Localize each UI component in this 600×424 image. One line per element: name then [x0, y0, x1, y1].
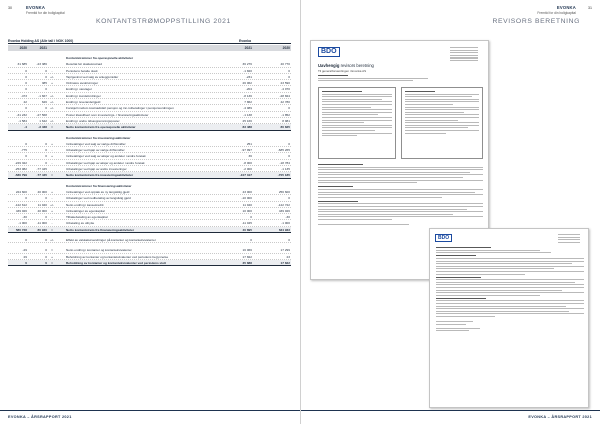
cell-c5: Beholdning av kontanter og kontantekvivalenter ved periodens slutt: [66, 260, 167, 265]
cell-c3: +/-: [50, 100, 54, 105]
report-page2-lines: [436, 247, 584, 333]
cell-c1: -30: [22, 215, 27, 220]
cell-c1: 0: [25, 81, 27, 86]
cell-c2: 0: [45, 74, 47, 79]
page-title: KONTANTSTRØMOPPSTILLING 2021: [96, 18, 231, 25]
cell-c2: -77 445: [36, 173, 47, 178]
cell-c6: 251: [246, 141, 252, 146]
cell-c6: -2 000: [243, 167, 252, 172]
cell-c1: 0: [25, 260, 27, 265]
cell-c7: 0: [288, 141, 290, 146]
report-body-lines: [318, 164, 483, 227]
cell-c2: 0: [45, 260, 47, 265]
cell-c5: Resultat før skattekostnad: [66, 62, 102, 67]
company-label-row: [8, 39, 291, 44]
cell-c7: -18 784: [279, 160, 290, 165]
cell-c2: 0: [45, 215, 47, 220]
left-footer: [0, 410, 300, 424]
cell-c3: -: [51, 160, 53, 165]
cell-c7: 42 780: [280, 100, 290, 105]
cell-c3: +/-: [50, 238, 54, 243]
cell-c5: Poster klassifisert som investerings- / finansieringsaktiviteter: [66, 112, 149, 117]
cell-c3: +: [51, 141, 53, 146]
cell-c4: [56, 86, 63, 91]
cell-c7: -1 000: [281, 221, 290, 226]
cell-c5: Utbetalinger ved kjøp av aksjer og andeler i andre foretak: [66, 160, 145, 165]
cell-c1: -29: [22, 248, 27, 253]
cell-c2: -27 568: [36, 112, 47, 117]
cell-c6: -1 138: [243, 112, 252, 117]
cell-c2: 80 940: [37, 227, 47, 232]
cell-c1: 580 728: [15, 227, 27, 232]
cell-c2: 0: [45, 248, 47, 253]
cell-c6: 26 062: [242, 81, 252, 86]
auditor-address-block: [450, 47, 478, 62]
cell-c3: +/-: [50, 74, 54, 79]
cell-c7: -1 135: [281, 167, 290, 172]
cell-c6: -8 136: [243, 93, 252, 98]
cell-c3: +: [51, 208, 53, 213]
cell-c1: -122 612: [14, 202, 27, 207]
total-row: [8, 227, 291, 233]
cell-c3: -: [51, 221, 53, 226]
cell-c1: -253 082: [14, 167, 27, 172]
cell-c7: 40 770: [280, 62, 290, 67]
cell-c3: =: [51, 173, 53, 178]
cell-c7: 80 825: [280, 125, 290, 130]
cell-c5: Endring i leverandørgjeld: [66, 100, 101, 105]
cell-c5: Ordinære avskrivninger: [66, 81, 99, 86]
cell-c5: Innbetalinger ved salg av varige driftsmidler: [66, 141, 126, 146]
cell-c5: Innbetalinger ved salg av aksjer og andeler i andre foretak: [66, 154, 146, 159]
cell-c5: Kontantstrømmer fra investeringsaktiviteter: [66, 135, 131, 140]
cell-c1: -1 584: [18, 118, 27, 123]
cell-c4: [56, 99, 63, 104]
cell-c6: 40 895: [242, 227, 252, 232]
cell-c4: [56, 227, 63, 232]
cell-c3: [48, 61, 56, 66]
cell-c5: Innbetalinger ved opptak av ny langsiktig gjeld: [66, 189, 130, 194]
cell-c2: 0: [45, 238, 47, 243]
cell-c7: 634 933: [278, 227, 290, 232]
cell-c7: 17 299: [280, 248, 290, 253]
right-header: [492, 5, 592, 17]
cell-c1: -4: [24, 125, 27, 130]
cell-c5: Forskjell mellom kostnadsført pensjon og inn-/utbetalinger i pensjonsordningen: [66, 106, 174, 111]
cell-c6: 0: [250, 215, 252, 220]
cell-c5: Innbetalinger av egenkapital: [66, 208, 105, 213]
page-number: 31: [588, 6, 592, 10]
cell-c4: [56, 172, 63, 177]
cell-c3: +: [51, 154, 53, 159]
report-box-left: [318, 87, 396, 159]
cell-c7: 23: [286, 254, 290, 259]
cell-c6: -231: [245, 74, 252, 79]
cell-c7: 256 600: [278, 189, 290, 194]
cell-c1: -580 799: [14, 173, 27, 178]
cell-c5: Effekt av valutakursendringer på kontanter og kontantekvivalenter: [66, 238, 156, 243]
header-col-7: 2020: [282, 46, 290, 50]
cell-c5: Netto kontantstrøm fra operasjonelle aktiviteter: [66, 125, 136, 130]
report-heading-rest: revisors beretning: [340, 63, 374, 68]
cell-c4: [56, 166, 63, 171]
brand-tagline: Fremtid for din boligkapital: [26, 11, 65, 15]
cell-c3: =: [51, 260, 53, 265]
cell-c5: Netto endring i kassekreditt: [66, 202, 104, 207]
cell-c2: 40 000: [37, 208, 47, 213]
cell-c2: 0: [45, 106, 47, 111]
cell-c6: 16 066: [242, 248, 252, 253]
header-col-5: [63, 45, 215, 51]
cell-c5: Endring i varelager: [66, 87, 92, 92]
cell-c4: [56, 214, 63, 219]
cell-c7: -4 070: [281, 87, 290, 92]
cell-c3: -: [51, 148, 53, 153]
report-heading-bold: Uavhengig: [318, 63, 340, 68]
cell-c2: 0: [45, 196, 47, 201]
cell-c5: Utbetalinger ved kjøp av varige driftsmidler: [66, 148, 125, 153]
cell-c5: Endring i kundefordringer: [66, 93, 101, 98]
cell-c1: 0: [25, 154, 27, 159]
cell-c6: -204: [245, 87, 252, 92]
cell-c1: -775: [20, 148, 27, 153]
cell-c2: 0: [45, 148, 47, 153]
cell-c1: 0: [25, 68, 27, 73]
cell-c2: 0: [45, 87, 47, 92]
cell-c3: +: [51, 81, 53, 86]
cell-c1: 0: [25, 74, 27, 79]
table-header-row: [8, 45, 291, 51]
cell-c2: 0: [45, 160, 47, 165]
cell-c7: -122 722: [277, 202, 290, 207]
cell-c5: Endring i andre tidsavgrensningsposter: [66, 118, 120, 123]
cell-c6: 7 862: [244, 100, 252, 105]
cell-c1: -1 000: [18, 221, 27, 226]
cell-c4: [56, 189, 63, 194]
cell-c7: 0: [288, 68, 290, 73]
cell-c6: -107 317: [239, 173, 252, 178]
cell-c2: -3 438: [38, 125, 47, 130]
cell-c5: Beholdning av kontanter og kontantekvivalenter ved periodens begynnelse: [66, 254, 169, 259]
cell-c4: [56, 195, 63, 200]
report-subheading: Til generalforsamlingen i Evonka AS: [318, 69, 367, 73]
cell-c6: -4 089: [243, 106, 252, 111]
header-col-4: [56, 45, 63, 51]
cell-c5: Netto endring i kontanter og kontantekvivalenter: [66, 248, 132, 253]
cell-c5: Periodens betalte skatt: [66, 68, 98, 73]
right-footer: [301, 410, 600, 424]
cell-c1: -473: [20, 93, 27, 98]
cell-c4: [56, 153, 63, 158]
cell-c3: =: [51, 125, 53, 130]
cell-c2: -77 445: [36, 167, 47, 172]
cashflow-table: [8, 39, 291, 266]
cell-c4: [56, 105, 63, 110]
cell-c5: Tilbakebetaling av egenkapital: [66, 215, 108, 220]
cell-c1: -31 232: [16, 112, 27, 117]
cell-c7: 23 590: [280, 81, 290, 86]
cell-c1: 42: [23, 100, 27, 105]
cell-c7: -685 265: [277, 148, 290, 153]
brand-name: EVONKA: [26, 5, 46, 10]
cell-c1: 439 026: [15, 208, 27, 213]
cell-c2: 0: [45, 141, 47, 146]
cell-c3: [48, 86, 56, 91]
cell-c4: [56, 74, 63, 79]
cell-c1: 0: [25, 87, 27, 92]
cell-c1: 0: [25, 196, 27, 201]
cell-c5: Tap/gevinst ved salg av anleggsmidler: [66, 74, 119, 79]
cell-c1: 0: [25, 238, 27, 243]
cell-c2: 0: [45, 68, 47, 73]
cell-c2: 40 000: [37, 189, 47, 194]
report-box-right: [401, 87, 483, 159]
report-heading: [318, 63, 374, 68]
cell-c4: [56, 61, 63, 66]
cell-c7: -705 185: [277, 173, 290, 178]
cell-c7: -28 824: [279, 93, 290, 98]
cell-c5: Utbetalinger ved nedbetaling av langsiktig gjeld: [66, 196, 131, 201]
cell-c1: 29: [23, 254, 27, 259]
cell-c6: 25 166: [242, 118, 252, 123]
table-body: [8, 55, 291, 266]
cell-c1: 0: [25, 106, 27, 111]
company-right-label: Evonka: [238, 39, 251, 43]
page-number: 30: [8, 6, 12, 10]
cell-c6: 11 940: [242, 202, 252, 207]
cell-c7: 0: [288, 106, 290, 111]
cell-c5: Kontantstrømmer fra finansieringsaktiviteter: [66, 183, 132, 188]
cell-c1: 31 685: [17, 62, 27, 67]
cell-c6: -1 820: [243, 68, 252, 73]
cell-c7: 0: [288, 154, 290, 159]
cell-c5: Utbetaling av utbytte: [66, 221, 95, 226]
cell-c2: 0: [45, 254, 47, 259]
cell-c3: -: [51, 215, 53, 220]
cell-c4: [56, 247, 63, 252]
cell-c3: +/-: [50, 93, 54, 98]
cell-c6: -10 000: [241, 196, 252, 201]
cell-c3: +: [51, 254, 53, 259]
table-row: [8, 237, 291, 243]
cell-c3: -: [51, 196, 53, 201]
cell-c4: [56, 112, 63, 117]
header-col-3: [48, 45, 56, 51]
cell-c2: -1 667: [38, 93, 47, 98]
cell-c3: =: [51, 227, 53, 232]
cell-c1: 0: [25, 141, 27, 146]
cell-c6: -8 000: [243, 160, 252, 165]
total-row: [8, 172, 291, 178]
cell-c5: Netto kontantstrøm fra finansieringsaktiviteter: [66, 227, 135, 232]
auditor-address-block-small: [558, 234, 580, 244]
cell-c4: [56, 68, 63, 73]
cell-c6: 10 000: [242, 208, 252, 213]
cell-c6: 17 822: [242, 254, 252, 259]
cell-c6: 36: [248, 154, 252, 159]
cell-c3: +/-: [50, 118, 54, 123]
bdo-logo: BDO: [318, 47, 340, 57]
cell-c4: [56, 260, 63, 265]
cell-c2: 385: [41, 81, 47, 86]
cell-c3: [48, 112, 56, 117]
cell-c3: +/-: [50, 106, 54, 111]
cell-c2: 11 940: [37, 202, 47, 207]
cell-c4: [56, 141, 63, 146]
cell-c4: [56, 160, 63, 165]
cell-c3: =: [51, 248, 53, 253]
cell-c4: [56, 118, 63, 123]
cell-c2: 1 642: [39, 118, 47, 123]
cell-c1: 224 600: [15, 189, 27, 194]
cell-c6: -97 997: [241, 148, 252, 153]
cell-c4: [56, 237, 63, 242]
auditor-report-page-2: [429, 228, 589, 408]
cell-c3: +: [51, 189, 53, 194]
right-page: [300, 0, 600, 424]
page-title: REVISORS BERETNING: [492, 18, 580, 25]
cell-c7: 0: [288, 74, 290, 79]
cell-c4: [56, 147, 63, 152]
cell-c7: 8 981: [282, 118, 290, 123]
cell-c4: [56, 93, 63, 98]
total-row: [8, 124, 291, 130]
footer-text: EVONKA – ÅRSRAPPORT 2021: [528, 415, 592, 419]
cell-c4: [56, 208, 63, 213]
company-label: Evonka Holding AS (Alle tall i NOK 1000): [8, 39, 74, 43]
cell-c3: -: [51, 68, 53, 73]
cell-c7: -30: [285, 215, 290, 220]
cell-c7: 0: [288, 238, 290, 243]
cell-c4: [56, 220, 63, 225]
cell-c6: -11 045: [241, 221, 252, 226]
cell-c4: [56, 80, 63, 85]
cell-c6: 36 276: [242, 62, 252, 67]
footer-text: EVONKA – ÅRSRAPPORT 2021: [8, 415, 72, 419]
cell-c5: Utbetalinger ved kjøp av andre investeringer: [66, 167, 127, 172]
brand-name: EVONKA: [556, 5, 576, 10]
cell-c4: [56, 124, 63, 129]
cell-c2: 626: [41, 100, 47, 105]
cell-c7: 439 026: [278, 208, 290, 213]
cell-c5: Kontantstrømmer fra operasjonelle aktiviteter: [66, 56, 134, 60]
cell-c2: -11 000: [36, 221, 47, 226]
cell-c7: -1 852: [281, 112, 290, 117]
cell-c4: [56, 254, 63, 259]
cell-c6: 35 888: [242, 260, 252, 265]
bdo-logo-small: BDO: [435, 234, 452, 242]
header-col-2: 2021: [39, 46, 47, 50]
cell-c2: 0: [45, 154, 47, 159]
brand-tagline: Fremtid for din boligkapital: [537, 11, 576, 15]
header-col-6: 2021: [244, 46, 252, 50]
cell-c5: Netto kontantstrøm fra investeringsaktiviteter: [66, 173, 134, 178]
header-col-1: 2020: [19, 46, 27, 50]
cell-c3: [48, 166, 56, 171]
total-row: [8, 260, 291, 266]
cell-c6: 83 488: [242, 125, 252, 130]
cell-c1: -229 322: [14, 160, 27, 165]
report-intro-lines: [318, 75, 438, 83]
cell-c7: 17 822: [280, 260, 290, 265]
cell-c4: [56, 202, 63, 207]
cell-c6: 0: [250, 238, 252, 243]
cell-c3: +/-: [50, 202, 54, 207]
cell-c2: -23 386: [36, 62, 47, 67]
cell-c7: 0: [288, 196, 290, 201]
cell-c6: 43 000: [242, 189, 252, 194]
